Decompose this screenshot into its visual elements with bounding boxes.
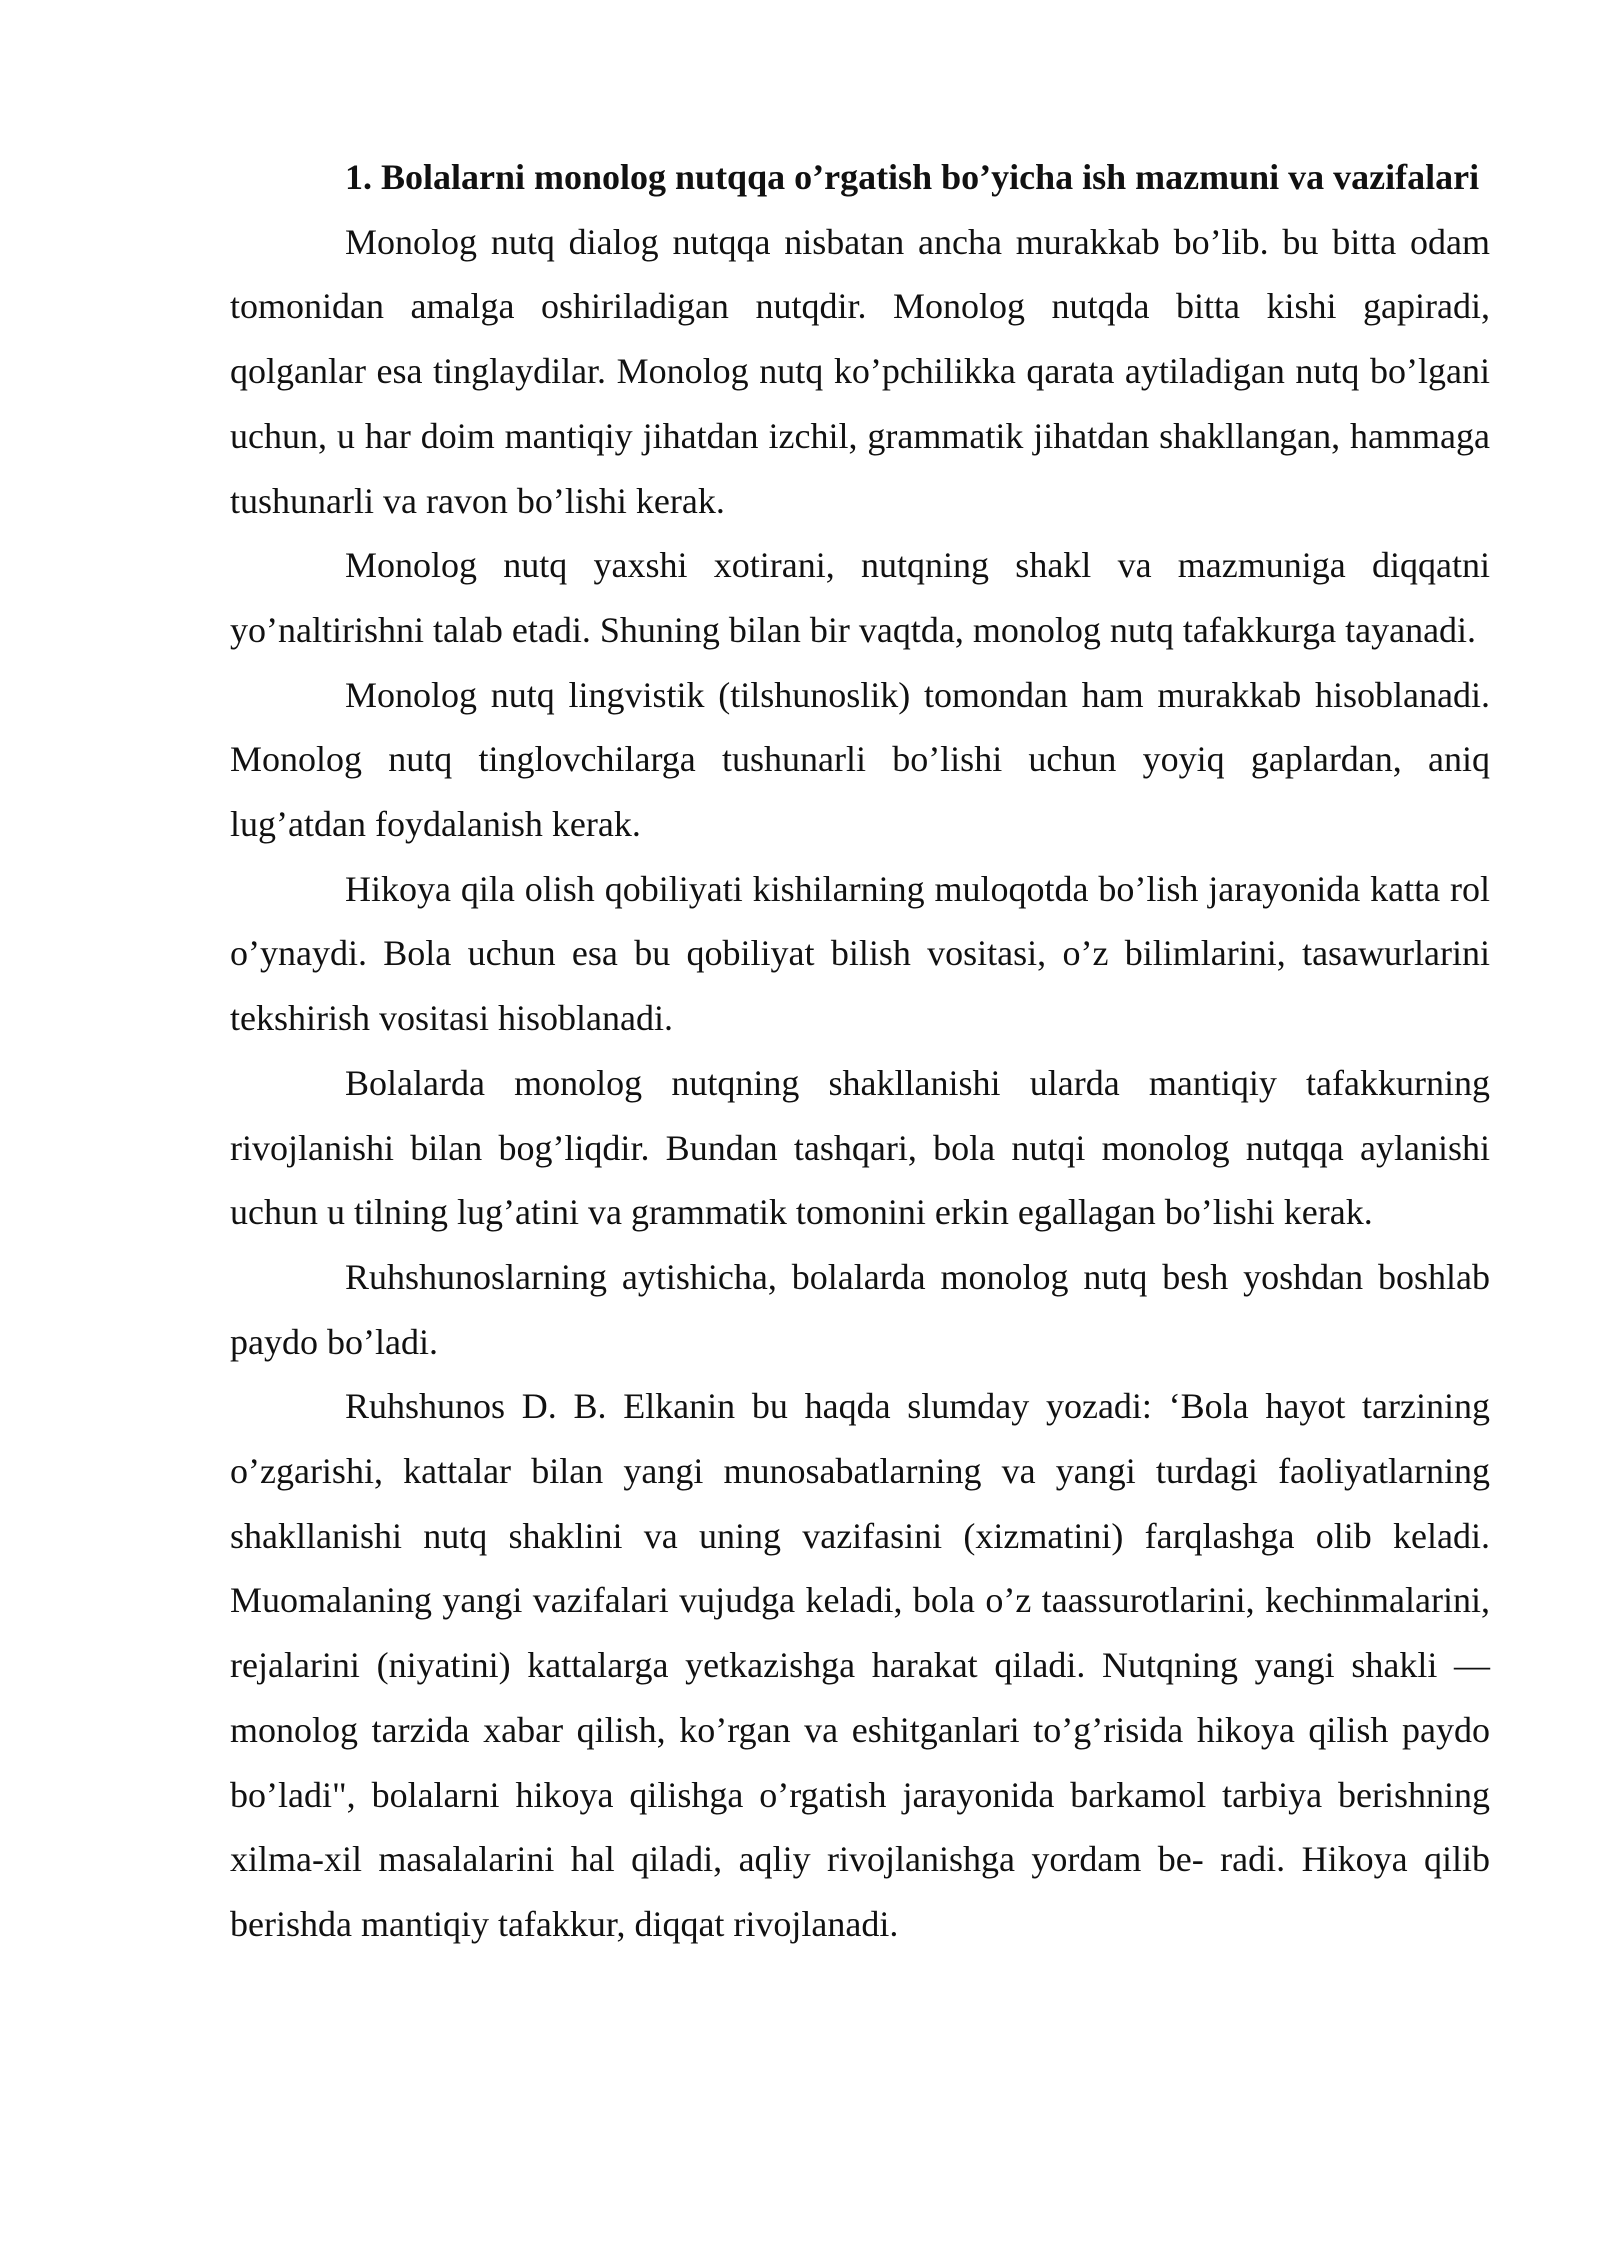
paragraph-7: Ruhshunos D. B. Elkanin bu haqda slumday yozadi: ‘Bola hayot tarzining o’zgarishi, kattalar bilan yangi munosabatlarning va yangi turdagi faoliyatlarning shakllanishi nutq shaklini va uning vazifasini (xizmatini) farqlashga olib keladi. Muomalaning yangi vazifalari vujudga keladi, bola o’z taassurotlarini, kechinmalarini, rejalarini (niyatini) kattalarga yetkazishga harakat qiladi. Nutqning yangi shakli — monolog tarzida xabar qilish, ko’rgan va eshitganlari to’g’risida hikoya qilish paydo bo’ladi", bolalarni hikoya qilishga o’rgatish jarayonida barkamol tarbiya berishning xilma-xil masalalarini hal qiladi, aqliy rivojlanishga yordam be- radi. Hikoya qilib berishda mantiqiy tafakkur, diqqat rivojlanadi. — [230, 1386, 1490, 1944]
paragraph-1: Monolog nutq dialog nutqqa nisbatan ancha murakkab bo’lib. bu bitta odam tomonidan amalga oshiriladigan nutqdir. Monolog nutqda bitta kishi gapiradi, qolganlar esa tinglaydilar. Monolog nutq ko’pchilikka qarata aytiladigan nutq bo’lgani uchun, u har doim mantiqiy jihatdan izchil, grammatik jihatdan shakllangan, hammaga tushunarli va ravon bo’lishi kerak. — [230, 221, 1490, 521]
section-heading: 1. Bolalarni monolog nutqqa o’rgatish bo’yicha ish mazmuni va vazifalari — [345, 157, 1480, 197]
paragraph-4: Hikoya qila olish qobiliyati kishilarning muloqotda bo’lish jarayonida katta rol o’ynaydi. Bola uchun esa bu qobiliyat bilish vositasi, o’z bilimlarini, tasawurlarini tekshirish vositasi hisoblanadi. — [230, 868, 1490, 1039]
paragraph-5: Bolalarda monolog nutqning shakllanishi ularda mantiqiy tafakkurning rivojlanishi bilan bog’liqdir. Bundan tashqari, bola nutqi monolog nutqqa aylanishi uchun u tilning lug’atini va grammatik tomonini erkin egallagan bo’lishi kerak. — [230, 1062, 1490, 1233]
paragraph-3: Monolog nutq lingvistik (tilshunoslik) tomondan ham murakkab hisoblanadi. Monolog nutq tinglovchilarga tushunarli bo’lishi uchun yoyiq gaplardan, aniq lug’atdan foydalanish kerak. — [230, 674, 1490, 845]
document-body — [230, 145, 1490, 1957]
paragraph-2: Monolog nutq yaxshi xotirani, nutqning shakl va mazmuniga diqqatni yo’naltirishni talab etadi. Shuning bilan bir vaqtda, monolog nutq tafakkurga tayanadi. — [230, 545, 1490, 650]
paragraph-6: Ruhshunoslarning aytishicha, bolalarda monolog nutq besh yoshdan boshlab paydo bo’ladi. — [230, 1256, 1490, 1362]
